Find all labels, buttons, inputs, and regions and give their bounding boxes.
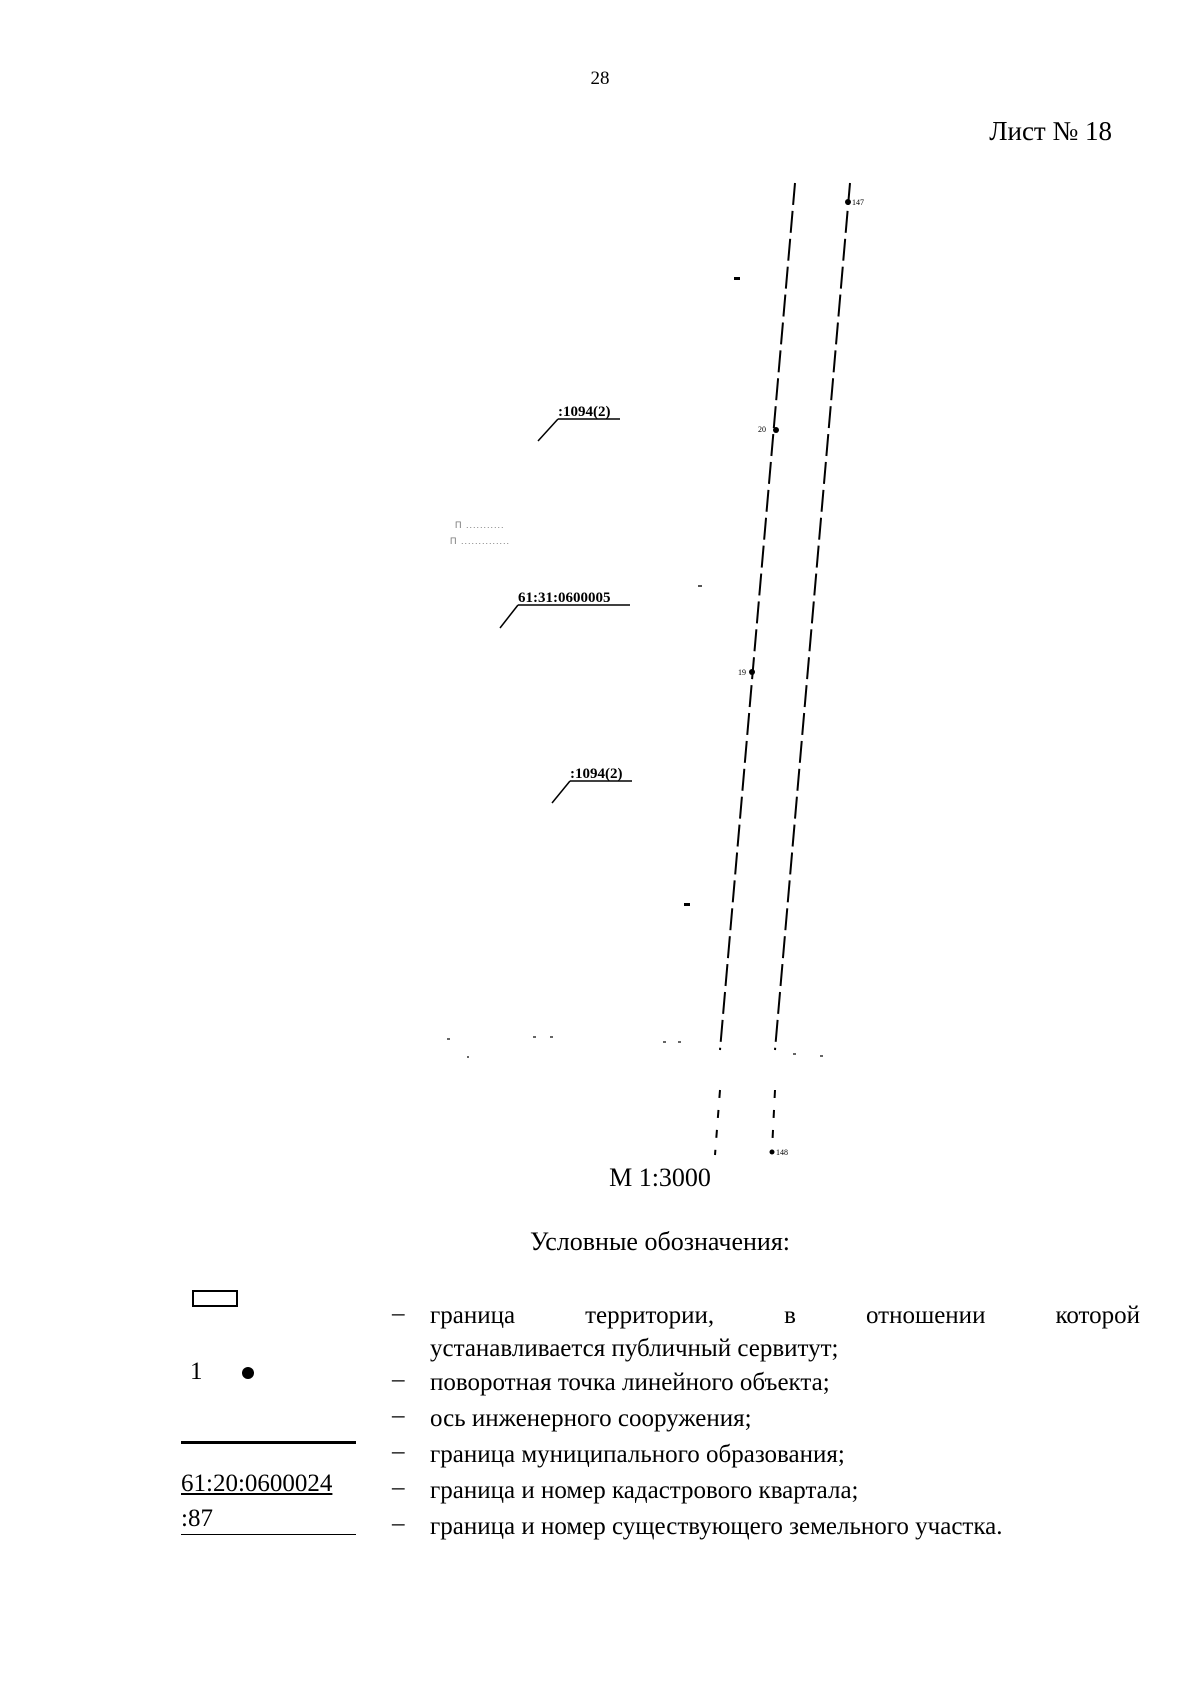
faint-text-2: П .............. [450,536,510,546]
small-mark-2 [684,903,690,906]
turning-point-148 [770,1150,775,1155]
legend-item-servitude-line1: граница территории, в отношении которой [430,1302,1140,1329]
small-mark-1 [734,277,740,280]
legend-dash: – [392,1366,405,1393]
servitude-boundary-right [775,183,850,1050]
legend-item-engineering-axis: ось инженерного сооружения; [430,1405,752,1432]
legend-item-land-parcel: граница и номер существующего земельного участка. [430,1513,1003,1540]
legend-dash: – [392,1438,405,1465]
parcel-label-bottom: :1094(2) [570,766,623,782]
legend-dash: – [392,1402,405,1429]
legend-item-turning-point: поворотная точка линейного объекта; [430,1369,830,1396]
faint-dots [447,1036,823,1058]
sheet-title: Лист № 18 [989,116,1112,146]
land-parcel-symbol: :87 [181,1504,356,1535]
small-mark-3 [698,585,702,587]
legend-dash: – [392,1474,405,1501]
cadastral-quarter-label: 61:31:0600005 [518,590,611,606]
legend-dash: – [392,1510,405,1537]
legend-item-cadastral-quarter: граница и номер кадастрового квартала; [430,1477,859,1504]
parcel-label-top-leader [538,419,558,441]
legend-item-servitude-line2: устанавливается публичный сервитут; [430,1335,839,1362]
legend-dash: – [392,1300,405,1327]
parcel-label-top: :1094(2) [558,404,611,420]
turning-point-20-label: 20 [758,425,766,434]
municipal-boundary-symbol [181,1441,356,1444]
page-number: 28 [590,68,610,89]
turning-point-147-label: 147 [852,198,864,207]
servitude-boundary-left-lower [715,1090,720,1155]
turning-point-20 [773,427,779,433]
turning-point-symbol-dot [242,1367,254,1379]
parcel-label-bottom-leader [552,781,570,803]
turning-point-19 [749,669,755,675]
turning-point-19-label: 19 [738,668,746,677]
turning-point-148-label: 148 [776,1148,788,1157]
cadastral-quarter-symbol: 61:20:0600024 [181,1470,333,1497]
faint-text-1: П ........... [455,520,505,530]
servitude-boundary-symbol [192,1290,238,1307]
map-scale: М 1:3000 [609,1163,711,1192]
cadastral-quarter-leader [500,605,518,628]
legend-item-municipal-boundary: граница муниципального образования; [430,1441,845,1468]
servitude-boundary-left [720,183,795,1050]
turning-point-symbol-number: 1 [190,1358,203,1385]
legend-title: Условные обозначения: [529,1227,791,1256]
turning-point-147 [845,199,851,205]
servitude-boundary-right-lower [772,1090,775,1150]
